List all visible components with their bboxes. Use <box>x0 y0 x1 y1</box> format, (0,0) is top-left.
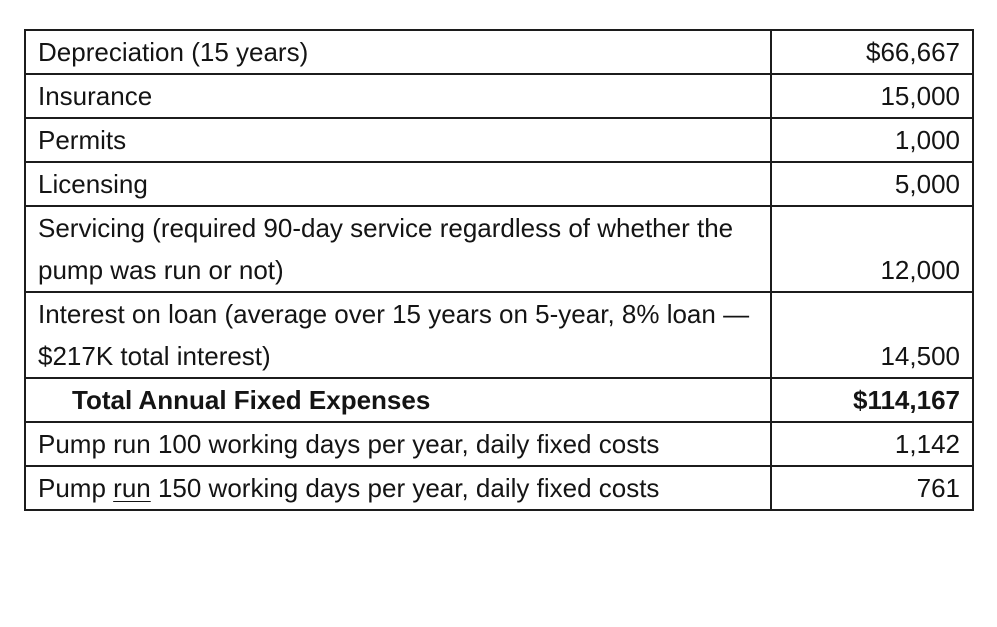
row-label: Depreciation (15 years) <box>25 30 771 74</box>
row-value: 1,000 <box>771 118 973 162</box>
row-label: Pump run 100 working days per year, daily fixed costs <box>25 422 771 466</box>
table-row-licensing <box>25 162 973 206</box>
row-value: 1,142 <box>771 422 973 466</box>
table-row-100-days <box>25 422 973 466</box>
row-value: $66,667 <box>771 30 973 74</box>
row-value: 5,000 <box>771 162 973 206</box>
table-row-interest <box>25 292 973 378</box>
row-label <box>25 466 771 510</box>
total-value: $114,167 <box>771 378 973 422</box>
row-label: Interest on loan (average over 15 years on 5-year, 8% loan — $217K total interest) <box>25 292 771 378</box>
row-label: Insurance <box>25 74 771 118</box>
row-value: 761 <box>771 466 973 510</box>
table-row-150-days <box>25 466 973 510</box>
table-row-insurance <box>25 74 973 118</box>
row-label-end: 150 working days per year, daily fixed costs <box>150 473 660 503</box>
row-value: 14,500 <box>771 292 973 378</box>
row-label-underlined-word: run <box>113 473 151 503</box>
fixed-expenses-table <box>24 29 974 511</box>
total-label: Total Annual Fixed Expenses <box>25 378 771 422</box>
row-label: Servicing (required 90-day service regardless of whether the pump was run or not) <box>25 206 771 292</box>
row-label-start: Pump <box>38 473 114 503</box>
row-value: 15,000 <box>771 74 973 118</box>
table-row-depreciation <box>25 30 973 74</box>
row-value: 12,000 <box>771 206 973 292</box>
row-label: Permits <box>25 118 771 162</box>
table-row-servicing <box>25 206 973 292</box>
row-label: Licensing <box>25 162 771 206</box>
table-row-permits <box>25 118 973 162</box>
table-row-total <box>25 378 973 422</box>
